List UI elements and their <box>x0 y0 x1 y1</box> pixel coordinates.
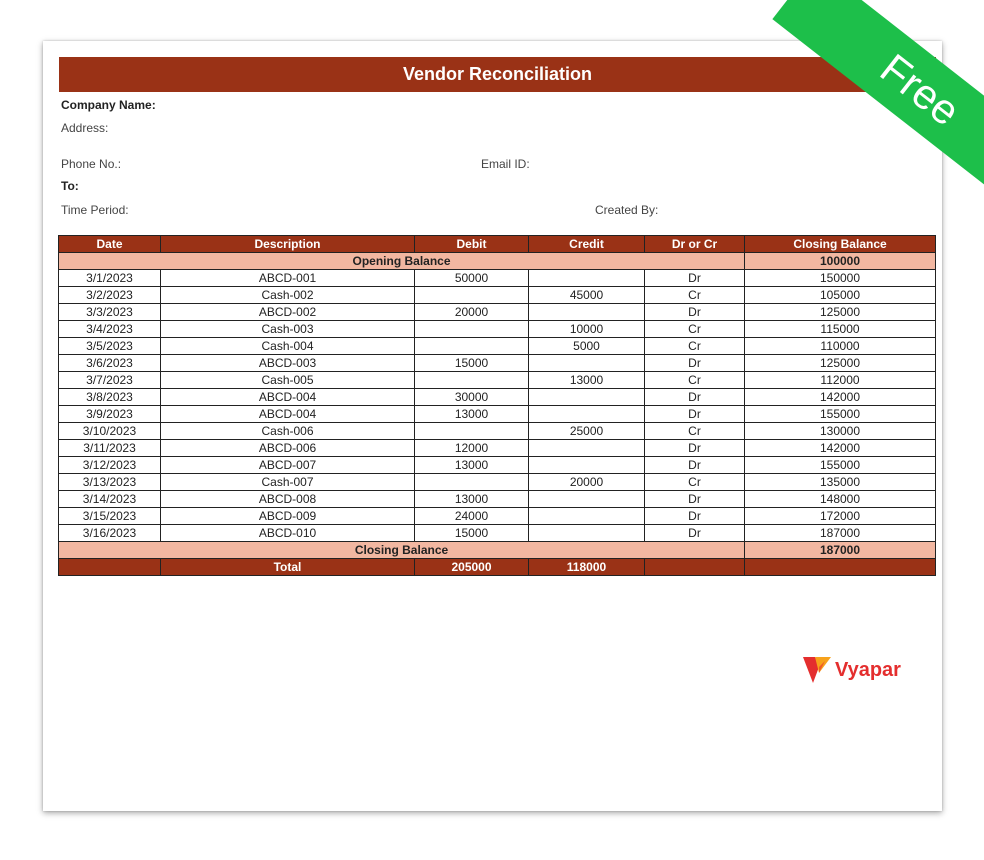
cell-dr-cr: Cr <box>645 287 745 304</box>
cell-credit: 5000 <box>529 338 645 355</box>
cell-closing-balance: 115000 <box>745 321 936 338</box>
cell-credit <box>529 440 645 457</box>
cell-date: 3/10/2023 <box>59 423 161 440</box>
cell-description: Cash-007 <box>161 474 415 491</box>
table-row <box>59 491 936 508</box>
cell-closing-balance: 105000 <box>745 287 936 304</box>
column-header-date: Date <box>59 236 161 253</box>
cell-credit <box>529 389 645 406</box>
cell-credit <box>529 355 645 372</box>
cell-date: 3/7/2023 <box>59 372 161 389</box>
cell-date: 3/6/2023 <box>59 355 161 372</box>
cell-closing-balance: 135000 <box>745 474 936 491</box>
table-row <box>59 440 936 457</box>
total-label: Total <box>161 559 415 576</box>
cell-debit <box>415 423 529 440</box>
created-by-label: Created By: <box>595 203 659 217</box>
table-row <box>59 508 936 525</box>
cell-credit: 45000 <box>529 287 645 304</box>
address-label: Address: <box>61 121 109 135</box>
column-header-credit: Credit <box>529 236 645 253</box>
table-row <box>59 321 936 338</box>
cell-date: 3/2/2023 <box>59 287 161 304</box>
column-header-debit: Debit <box>415 236 529 253</box>
cell-credit <box>529 491 645 508</box>
opening-balance-row <box>59 253 936 270</box>
cell-description: ABCD-010 <box>161 525 415 542</box>
cell-dr-cr: Dr <box>645 508 745 525</box>
cell-debit <box>415 338 529 355</box>
cell-description: ABCD-004 <box>161 389 415 406</box>
cell-debit <box>415 321 529 338</box>
cell-description: ABCD-007 <box>161 457 415 474</box>
cell-dr-cr: Dr <box>645 406 745 423</box>
cell-closing-balance: 172000 <box>745 508 936 525</box>
cell-debit: 13000 <box>415 457 529 474</box>
cell-date: 3/4/2023 <box>59 321 161 338</box>
table-row <box>59 355 936 372</box>
cell-credit <box>529 457 645 474</box>
total-debit: 205000 <box>415 559 529 576</box>
cell-date: 3/13/2023 <box>59 474 161 491</box>
cell-closing-balance: 125000 <box>745 304 936 321</box>
table-row <box>59 423 936 440</box>
table-row <box>59 270 936 287</box>
table-row <box>59 304 936 321</box>
cell-debit: 24000 <box>415 508 529 525</box>
table-row <box>59 474 936 491</box>
cell-date: 3/8/2023 <box>59 389 161 406</box>
table-header-row <box>59 236 936 253</box>
cell-closing-balance: 148000 <box>745 491 936 508</box>
vyapar-logo <box>803 655 901 685</box>
cell-debit: 13000 <box>415 491 529 508</box>
total-blank-cell <box>59 559 161 576</box>
company-name-label: Company Name: <box>61 98 156 112</box>
cell-dr-cr: Dr <box>645 304 745 321</box>
cell-date: 3/3/2023 <box>59 304 161 321</box>
cell-closing-balance: 187000 <box>745 525 936 542</box>
cell-dr-cr: Cr <box>645 372 745 389</box>
cell-debit: 20000 <box>415 304 529 321</box>
cell-credit: 10000 <box>529 321 645 338</box>
cell-date: 3/16/2023 <box>59 525 161 542</box>
cell-debit: 13000 <box>415 406 529 423</box>
cell-dr-cr: Cr <box>645 423 745 440</box>
total-blank-cell <box>645 559 745 576</box>
cell-description: ABCD-008 <box>161 491 415 508</box>
cell-dr-cr: Dr <box>645 355 745 372</box>
cell-description: ABCD-006 <box>161 440 415 457</box>
cell-description: Cash-006 <box>161 423 415 440</box>
cell-closing-balance: 155000 <box>745 406 936 423</box>
cell-dr-cr: Dr <box>645 457 745 474</box>
cell-dr-cr: Dr <box>645 525 745 542</box>
document-title: Vendor Reconciliation <box>59 57 936 92</box>
table-row <box>59 525 936 542</box>
cell-credit <box>529 270 645 287</box>
vyapar-v-logo-icon <box>803 655 831 685</box>
closing-balance-row <box>59 542 936 559</box>
cell-dr-cr: Dr <box>645 491 745 508</box>
cell-dr-cr: Cr <box>645 338 745 355</box>
cell-credit <box>529 525 645 542</box>
cell-closing-balance: 150000 <box>745 270 936 287</box>
cell-credit <box>529 508 645 525</box>
phone-label: Phone No.: <box>61 157 122 171</box>
closing-balance-label: Closing Balance <box>59 542 745 559</box>
table-row <box>59 457 936 474</box>
cell-description: ABCD-004 <box>161 406 415 423</box>
cell-date: 3/9/2023 <box>59 406 161 423</box>
table-row <box>59 338 936 355</box>
cell-dr-cr: Cr <box>645 474 745 491</box>
cell-description: ABCD-009 <box>161 508 415 525</box>
cell-debit <box>415 372 529 389</box>
cell-closing-balance: 155000 <box>745 457 936 474</box>
free-ribbon <box>724 0 984 200</box>
cell-credit: 25000 <box>529 423 645 440</box>
opening-balance-label: Opening Balance <box>59 253 745 270</box>
cell-debit: 30000 <box>415 389 529 406</box>
cell-debit: 50000 <box>415 270 529 287</box>
cell-description: ABCD-001 <box>161 270 415 287</box>
cell-credit <box>529 406 645 423</box>
cell-dr-cr: Dr <box>645 440 745 457</box>
cell-date: 3/15/2023 <box>59 508 161 525</box>
cell-credit: 13000 <box>529 372 645 389</box>
opening-balance-value: 100000 <box>745 253 936 270</box>
time-period-label: Time Period: <box>61 203 129 217</box>
table-row <box>59 372 936 389</box>
cell-closing-balance: 112000 <box>745 372 936 389</box>
cell-debit: 15000 <box>415 525 529 542</box>
cell-date: 3/1/2023 <box>59 270 161 287</box>
cell-date: 3/12/2023 <box>59 457 161 474</box>
cell-description: ABCD-002 <box>161 304 415 321</box>
cell-description: ABCD-003 <box>161 355 415 372</box>
column-header-closing-balance: Closing Balance <box>745 236 936 253</box>
cell-dr-cr: Cr <box>645 321 745 338</box>
table-row <box>59 287 936 304</box>
cell-description: Cash-005 <box>161 372 415 389</box>
column-header-description: Description <box>161 236 415 253</box>
cell-credit <box>529 304 645 321</box>
cell-description: Cash-003 <box>161 321 415 338</box>
cell-description: Cash-002 <box>161 287 415 304</box>
total-blank-cell <box>745 559 936 576</box>
email-label: Email ID: <box>481 157 530 171</box>
cell-dr-cr: Dr <box>645 389 745 406</box>
free-ribbon-label: Free <box>772 0 984 200</box>
vyapar-logo-text: Vyapar <box>835 658 901 681</box>
table-row <box>59 406 936 423</box>
reconciliation-table <box>58 235 936 576</box>
cell-closing-balance: 142000 <box>745 389 936 406</box>
closing-balance-value: 187000 <box>745 542 936 559</box>
cell-debit <box>415 287 529 304</box>
total-credit: 118000 <box>529 559 645 576</box>
cell-dr-cr: Dr <box>645 270 745 287</box>
table-row <box>59 389 936 406</box>
cell-debit <box>415 474 529 491</box>
cell-closing-balance: 142000 <box>745 440 936 457</box>
cell-closing-balance: 130000 <box>745 423 936 440</box>
cell-closing-balance: 125000 <box>745 355 936 372</box>
to-label: To: <box>61 179 79 193</box>
cell-closing-balance: 110000 <box>745 338 936 355</box>
cell-date: 3/11/2023 <box>59 440 161 457</box>
cell-debit: 15000 <box>415 355 529 372</box>
cell-date: 3/14/2023 <box>59 491 161 508</box>
cell-debit: 12000 <box>415 440 529 457</box>
cell-date: 3/5/2023 <box>59 338 161 355</box>
cell-description: Cash-004 <box>161 338 415 355</box>
column-header-dr-cr: Dr or Cr <box>645 236 745 253</box>
total-row <box>59 559 936 576</box>
cell-credit: 20000 <box>529 474 645 491</box>
